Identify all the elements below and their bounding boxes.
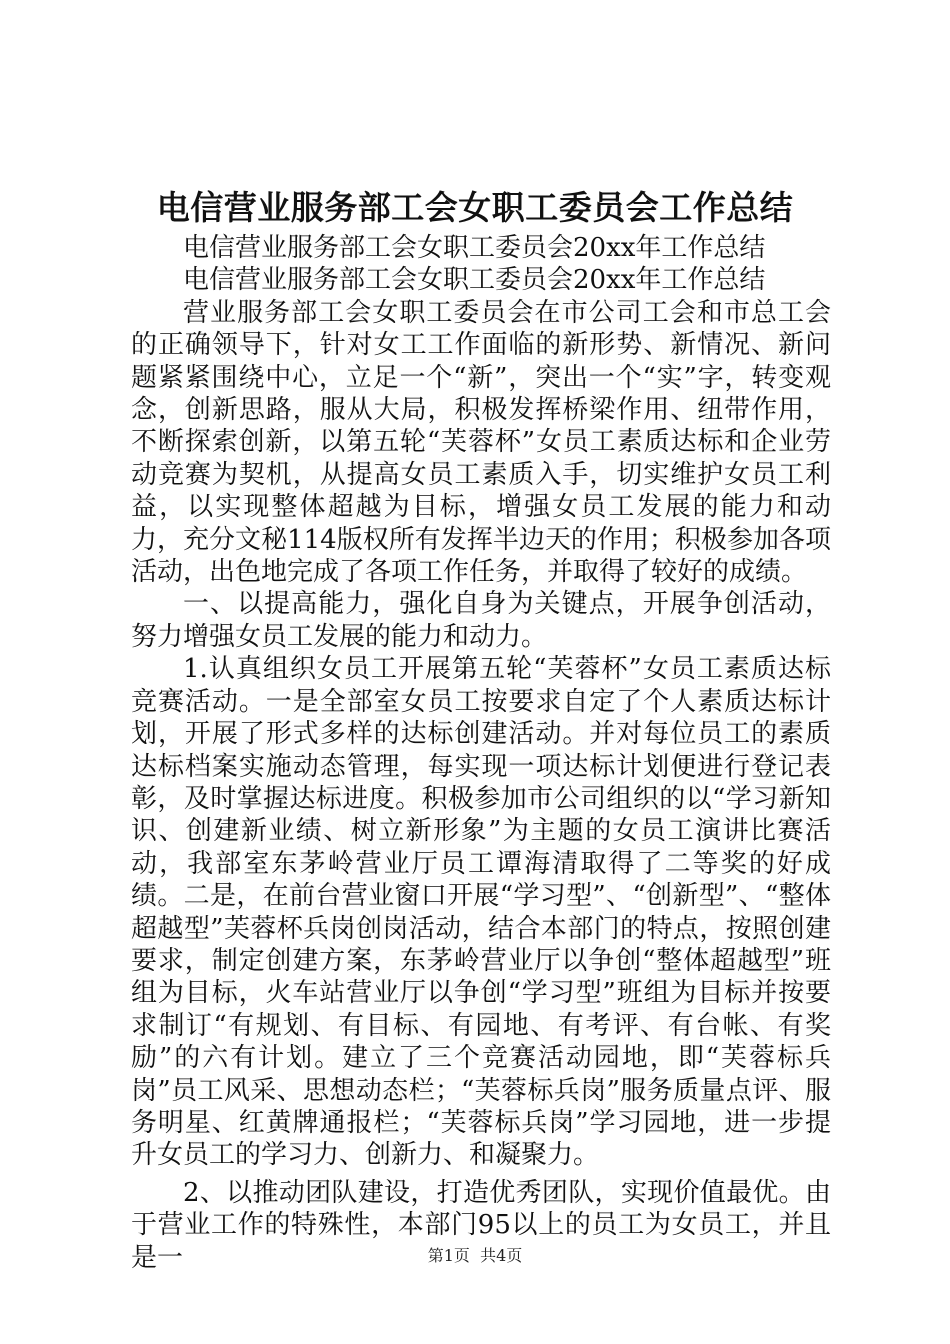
page-number: 第1页 — [427, 1246, 470, 1265]
subtitle-line: 电信营业服务部工会女职工委员会20xx年工作总结 — [183, 265, 766, 296]
page-total: 共4页 — [480, 1246, 523, 1265]
document-body — [131, 232, 831, 1274]
subtitle-line: 电信营业服务部工会女职工委员会20xx年工作总结 — [183, 233, 766, 263]
intro-paragraph: 营业服务部工会女职工委员会在市公司工会和市总工会的正确领导下，针对女工工作面临的新形势、新情况、新问题紧紧围绕中心，立足一个“新”，突出一个“实”字，转变观念，创新思路，服从大局，积极发挥桥梁作用、纽带作用，不断探索创新，以第五轮“芙蓉杯”女员工素质达标和企业劳动竞赛为契机，从提高女员工素质入手，切实维护女员工利益，以实现整体超越为目标，增强女员工发展的能力和动力，充分文秘114版权所有发挥半边天的作用；积极参加各项活动，出色地完成了各项工作任务，并取得了较好的成绩。 — [131, 297, 831, 588]
body-paragraph: 2、以推动团队建设，打造优秀团队，实现价值最优。由于营业工作的特殊性，本部门95以上的员工为女员工，并且是一 — [131, 1177, 831, 1273]
section-heading: 一、以提高能力，强化自身为关键点，开展争创活动，努力增强女员工发展的能力和动力。 — [131, 589, 831, 652]
document-title: 电信营业服务部工会女职工委员会工作总结 — [156, 188, 794, 227]
body-paragraph: 1.认真组织女员工开展第五轮“芙蓉杯”女员工素质达标竞赛活动。一是全部室女员工按要求自定了个人素质达标计划，开展了形式多样的达标创建活动。并对每位员工的素质达标档案实施动态管理，每实现一项达标计划便进行登记表彰，及时掌握达标进度。积极参加市公司组织的以“学习新知识、创建新业绩、树立新形象”为主题的女员工演讲比赛活动，我部室东茅岭营业厅员工谭海清取得了二等奖的好成绩。二是，在前台营业窗口开展“学习型”、“创新型”、“整体超越型”芙蓉杯兵岗创岗活动，结合本部门的特点，按照创建要求，制定创建方案，东茅岭营业厅以争创“整体超越型”班组为目标，火车站营业厅以争创“学习型”班组为目标并按要求制订“有规划、有目标、有园地、有考评、有台帐、有奖励”的六有计划。建立了三个竞赛活动园地，即“芙蓉标兵岗”员工风采、思想动态栏；“芙蓉标兵岗”服务质量点评、服务明星、红黄牌通报栏；“芙蓉标兵岗”学习园地，进一步提升女员工的学习力、创新力、和凝聚力。 — [131, 654, 831, 1171]
page-footer — [0, 1246, 950, 1266]
